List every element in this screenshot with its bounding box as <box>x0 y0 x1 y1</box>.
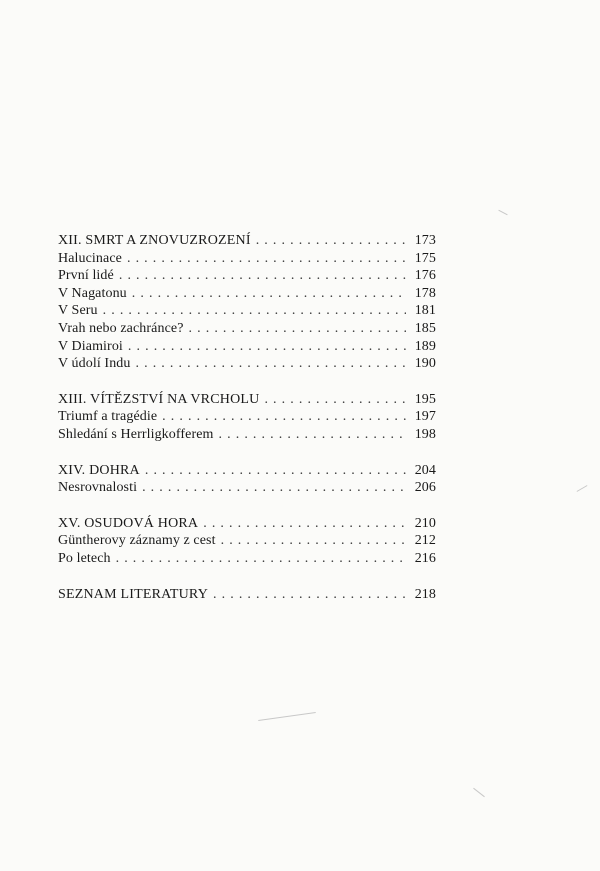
toc-entry-page: 178 <box>414 285 436 301</box>
toc-section-xiii <box>58 391 436 444</box>
table-of-contents <box>58 232 436 621</box>
dot-leader <box>162 408 406 426</box>
toc-chapter-entry[interactable] <box>58 232 436 250</box>
toc-entry-title: V Diamiroi <box>58 338 123 354</box>
dot-leader <box>203 515 406 533</box>
dot-leader <box>213 586 406 604</box>
scan-artifact <box>473 788 485 797</box>
scan-artifact <box>258 712 316 721</box>
toc-entry[interactable] <box>58 267 436 285</box>
toc-entry[interactable] <box>58 532 436 550</box>
toc-entry-page: 175 <box>414 250 436 266</box>
toc-entry[interactable] <box>58 550 436 568</box>
toc-entry-title: XV. OSUDOVÁ HORA <box>58 515 199 531</box>
toc-section-bibliography <box>58 586 436 604</box>
toc-entry-page: 204 <box>414 462 436 478</box>
toc-section-xii <box>58 232 436 373</box>
toc-entry-page: 218 <box>414 586 436 602</box>
dot-leader <box>128 338 406 356</box>
toc-entry[interactable] <box>58 250 436 268</box>
dot-leader <box>189 320 406 338</box>
toc-entry[interactable] <box>58 302 436 320</box>
toc-chapter-entry[interactable] <box>58 515 436 533</box>
toc-entry-page: 176 <box>414 268 436 284</box>
dot-leader <box>145 462 406 480</box>
toc-entry-page: 197 <box>414 409 436 425</box>
dot-leader <box>103 302 406 320</box>
toc-entry[interactable] <box>58 355 436 373</box>
toc-entry[interactable] <box>58 408 436 426</box>
toc-entry-title: Triumf a tragédie <box>58 409 158 425</box>
dot-leader <box>219 426 406 444</box>
toc-section-xiv <box>58 462 436 497</box>
toc-entry-page: 198 <box>414 426 436 442</box>
toc-entry[interactable] <box>58 285 436 303</box>
toc-entry-page: 185 <box>414 320 436 336</box>
toc-entry-title: Vrah nebo zachránce? <box>58 320 184 336</box>
toc-entry[interactable] <box>58 320 436 338</box>
toc-entry-page: 216 <box>414 550 436 566</box>
toc-entry[interactable] <box>58 479 436 497</box>
dot-leader <box>136 355 407 373</box>
toc-entry-title: První lidé <box>58 268 114 284</box>
toc-entry-title: Halucinace <box>58 250 122 266</box>
dot-leader <box>221 532 406 550</box>
toc-entry[interactable] <box>58 426 436 444</box>
toc-entry-title: Güntherovy záznamy z cest <box>58 533 216 549</box>
toc-entry-page: 206 <box>414 480 436 496</box>
toc-entry-title: Shledání s Herrligkofferem <box>58 426 214 442</box>
dot-leader <box>264 391 406 409</box>
dot-leader <box>142 479 406 497</box>
toc-entry-title: V Nagatonu <box>58 285 127 301</box>
toc-entry-page: 190 <box>414 356 436 372</box>
toc-entry-page: 212 <box>414 533 436 549</box>
toc-chapter-entry[interactable] <box>58 462 436 480</box>
toc-entry-title: Nesrovnalosti <box>58 480 138 496</box>
dot-leader <box>116 550 406 568</box>
toc-entry-title: XIII. VÍTĚZSTVÍ NA VRCHOLU <box>58 391 260 407</box>
toc-chapter-entry[interactable] <box>58 586 436 604</box>
toc-entry-title: XII. SMRT A ZNOVUZROZENÍ <box>58 233 251 248</box>
toc-entry-page: 181 <box>414 303 436 319</box>
toc-entry-page: 195 <box>414 391 436 407</box>
toc-entry-title: V údolí Indu <box>58 356 131 372</box>
toc-entry[interactable] <box>58 338 436 356</box>
toc-section-xv <box>58 515 436 568</box>
dot-leader <box>256 232 406 250</box>
toc-chapter-entry[interactable] <box>58 391 436 409</box>
dot-leader <box>127 250 406 268</box>
scan-artifact <box>577 485 588 492</box>
toc-entry-page: 173 <box>414 233 436 248</box>
toc-entry-title: SEZNAM LITERATURY <box>58 586 209 602</box>
toc-entry-page: 189 <box>414 338 436 354</box>
toc-entry-page: 210 <box>414 515 436 531</box>
toc-entry-title: XIV. DOHRA <box>58 462 140 478</box>
dot-leader <box>119 267 406 285</box>
toc-entry-title: Po letech <box>58 550 111 566</box>
toc-entry-title: V Seru <box>58 303 98 319</box>
dot-leader <box>132 285 406 303</box>
scan-artifact <box>498 210 507 216</box>
